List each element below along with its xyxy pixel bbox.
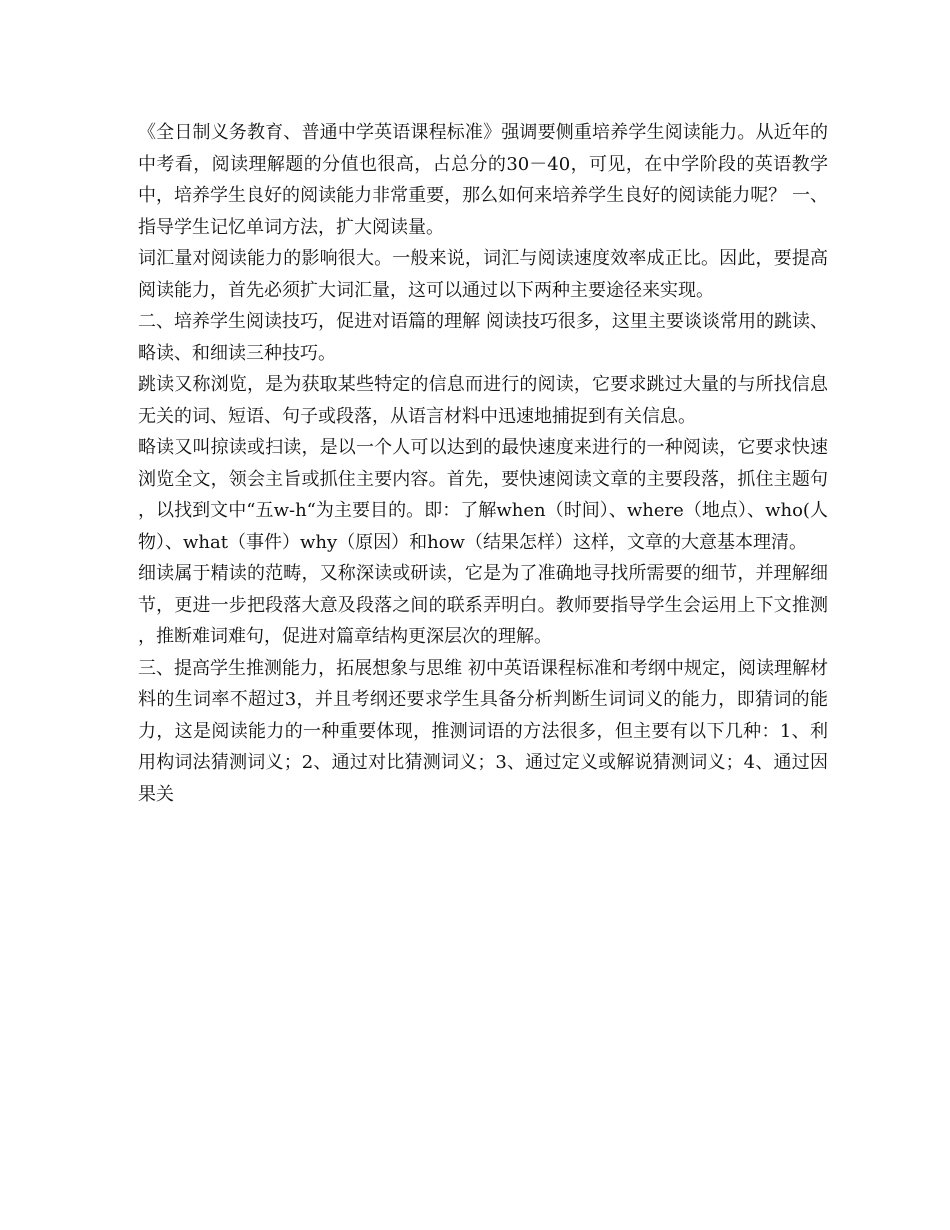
paragraph-skimming: 略读又叫掠读或扫读，是以一个人可以达到的最快速度来进行的一种阅读，它要求快速浏览全文，领会主旨或抓住主要内容。首先，要快速阅读文章的主要段落，抓住主题句，以找到文中“五w-h“为主要目的。即：了解when（时间）、where（地点）、who(人物）、what（事件）why（原因）和how（结果怎样）这样，文章的大意基本理清。 [138,437,828,553]
paragraph-scanning: 跳读又称浏览，是为获取某些特定的信息而进行的阅读，它要求跳过大量的与所找信息无关的词、短语、句子或段落，从语言材料中迅速地捕捉到有关信息。 [138,374,828,427]
paragraph-vocabulary: 词汇量对阅读能力的影响很大。一般来说，词汇与阅读速度效率成正比。因此，要提高阅读能力，首先必须扩大词汇量，这可以通过以下两种主要途径来实现。 [138,248,828,301]
paragraph-intro: 《全日制义务教育、普通中学英语课程标准》强调要侧重培养学生阅读能力。从近年的中考看，阅读理解题的分值也很高，占总分的30－40，可见，在中学阶段的英语教学中，培养学生良好的阅读能力非常重要，那么如何来培养学生良好的阅读能力呢？ 一、指导学生记忆单词方法，扩大阅读量。 [138,122,828,238]
paragraph-reading-skills: 二、培养学生阅读技巧，促进对语篇的理解 阅读技巧很多，这里主要谈谈常用的跳读、略读、和细读三种技巧。 [138,311,828,364]
document-body [138,117,828,810]
paragraph-inference: 三、提高学生推测能力，拓展想象与思维 初中英语课程标准和考纲中规定，阅读理解材料的生词率不超过3，并且考纲还要求学生具备分析判断生词词义的能力，即猜词的能力，这是阅读能力的一种重要体现，推测词语的方法很多，但主要有以下几种：1、利用构词法猜测词义；2、通过对比猜测词义；3、通过定义或解说猜测词义；4、通过因果关 [138,657,828,805]
paragraph-close-reading: 细读属于精读的范畴，又称深读或研读，它是为了准确地寻找所需要的细节，并理解细节，更进一步把段落大意及段落之间的联系弄明白。教师要指导学生会运用上下文推测，推断难词难句，促进对篇章结构更深层次的理解。 [138,563,828,647]
